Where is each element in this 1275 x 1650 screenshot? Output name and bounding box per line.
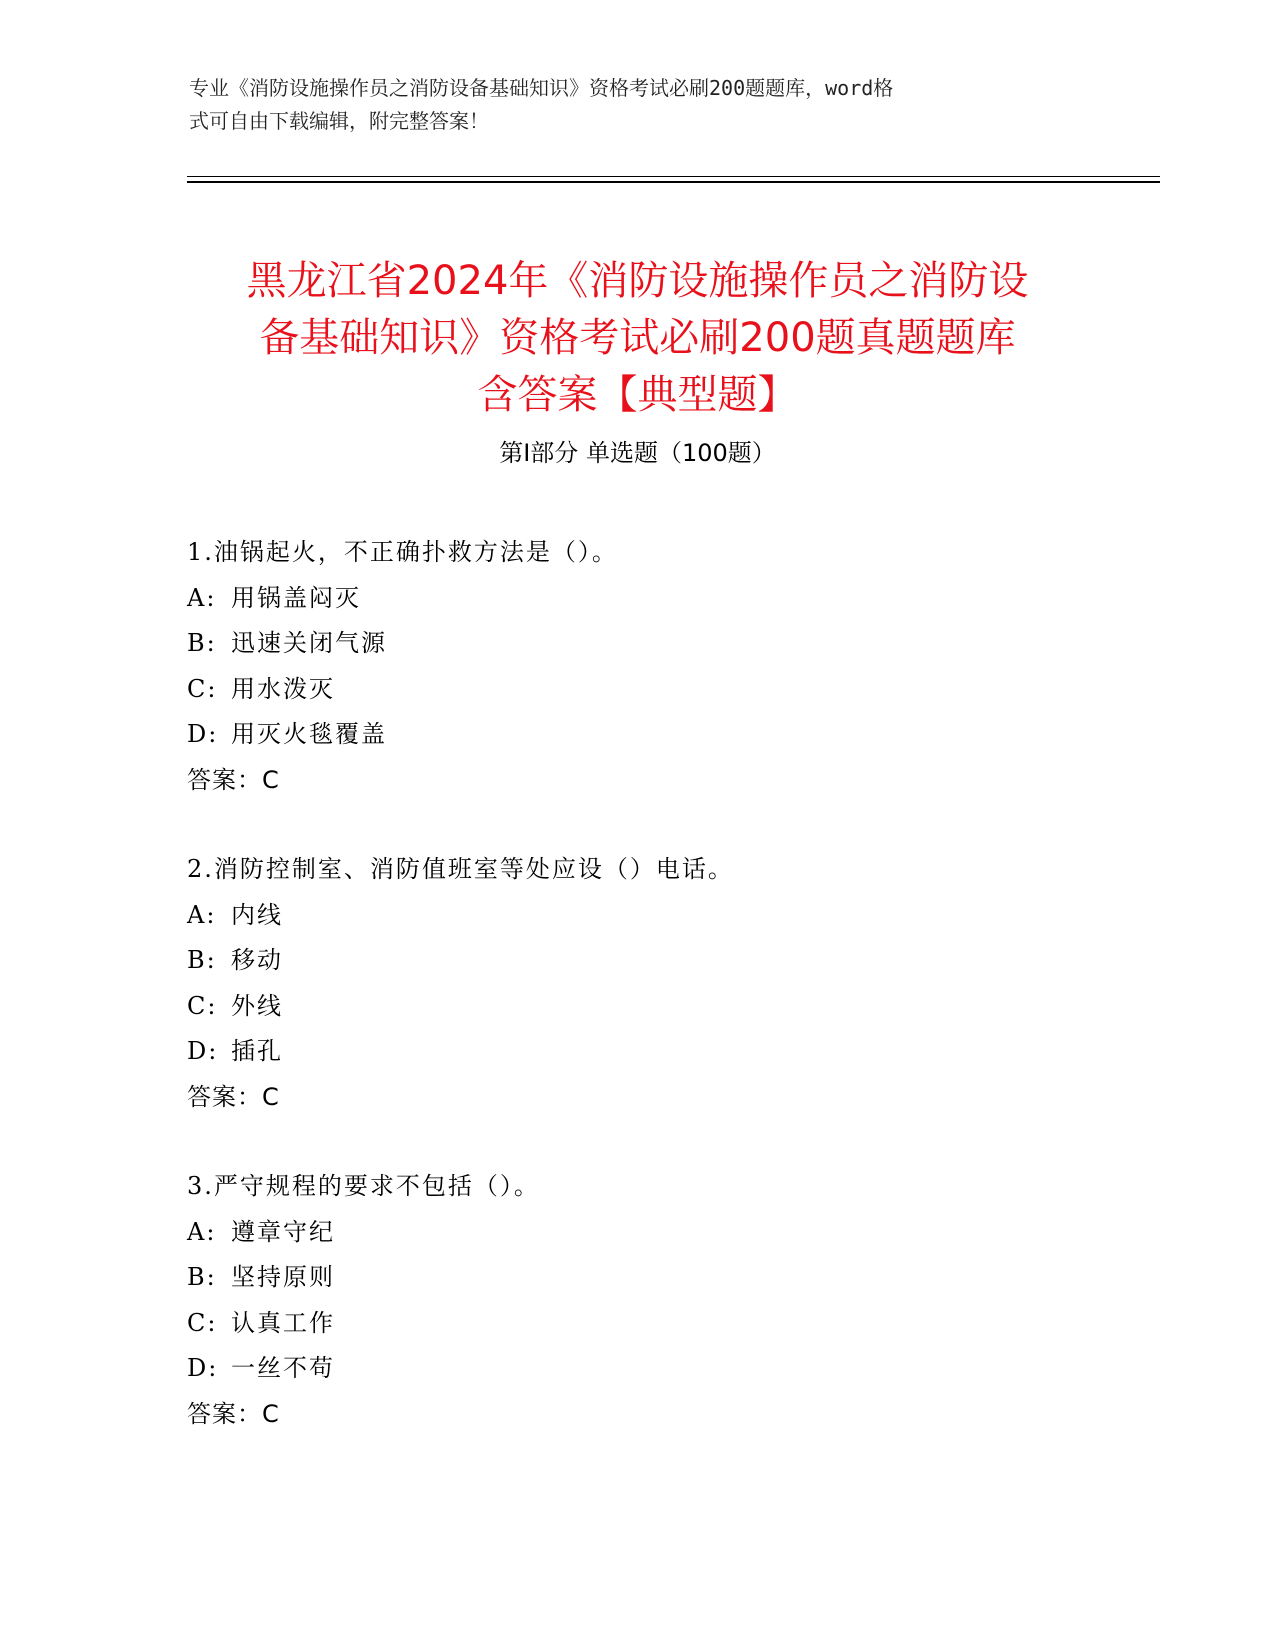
option-text: 坚持原则 [231, 1263, 335, 1291]
option-text: 迅速关闭气源 [231, 629, 387, 657]
question-stem: 2.消防控制室、消防值班室等处应设（）电话。 [187, 855, 734, 883]
option-a [187, 1210, 1137, 1256]
option-b [187, 1255, 1137, 1301]
option-text: 外线 [231, 991, 283, 1020]
header-note [189, 72, 1089, 138]
option-c [187, 667, 1137, 713]
option-letter: D: [187, 1037, 219, 1065]
option-letter: C: [187, 991, 218, 1020]
option-text: 遵章守纪 [231, 1217, 335, 1246]
question-list [187, 530, 1137, 1481]
question-stem: 3.严守规程的要求不包括（）。 [187, 1172, 540, 1200]
option-letter: D: [187, 720, 219, 748]
question-1 [187, 530, 1137, 803]
option-text: 插孔 [231, 1037, 283, 1065]
title-line: 备基础知识》资格考试必刷200题真题题库 [259, 314, 1016, 361]
header-divider-thin [187, 176, 1160, 177]
option-letter: D: [187, 1354, 219, 1382]
document-title [150, 253, 1125, 424]
option-d [187, 1029, 1137, 1075]
header-note-line: 式可自由下载编辑，附完整答案！ [189, 109, 489, 133]
option-letter: A: [187, 583, 217, 612]
answer: 答案：C [187, 1082, 280, 1111]
option-letter: A: [187, 1217, 217, 1246]
option-letter: B: [187, 1263, 217, 1291]
title-line: 黑龙江省2024年《消防设施操作员之消防设 [246, 257, 1029, 304]
option-letter: C: [187, 1308, 218, 1337]
section-heading: 第Ⅰ部分 单选题（100题） [499, 439, 776, 467]
answer: 答案：C [187, 765, 280, 794]
header-note-line: 专业《消防设施操作员之消防设备基础知识》资格考试必刷200题题库，word格 [189, 76, 894, 100]
option-text: 认真工作 [231, 1308, 335, 1337]
header-divider-thick [187, 181, 1160, 183]
option-a [187, 893, 1137, 939]
option-d [187, 712, 1137, 758]
option-c [187, 984, 1137, 1030]
question-2 [187, 847, 1137, 1120]
option-letter: C: [187, 674, 218, 703]
option-text: 用灭火毯覆盖 [231, 720, 387, 748]
option-b [187, 938, 1137, 984]
option-letter: A: [187, 900, 217, 929]
option-text: 移动 [231, 946, 283, 974]
title-line: 含答案【典型题】 [477, 371, 798, 418]
option-text: 一丝不苟 [231, 1354, 335, 1382]
option-letter: B: [187, 629, 217, 657]
question-stem: 1.油锅起火，不正确扑救方法是（）。 [187, 538, 618, 566]
option-text: 用水泼灭 [231, 674, 335, 703]
option-letter: B: [187, 946, 217, 974]
question-3 [187, 1164, 1137, 1437]
answer: 答案：C [187, 1399, 280, 1428]
option-d [187, 1346, 1137, 1392]
option-text: 内线 [231, 900, 283, 929]
option-a [187, 576, 1137, 622]
option-b [187, 621, 1137, 667]
option-text: 用锅盖闷灭 [231, 583, 361, 612]
option-c [187, 1301, 1137, 1347]
